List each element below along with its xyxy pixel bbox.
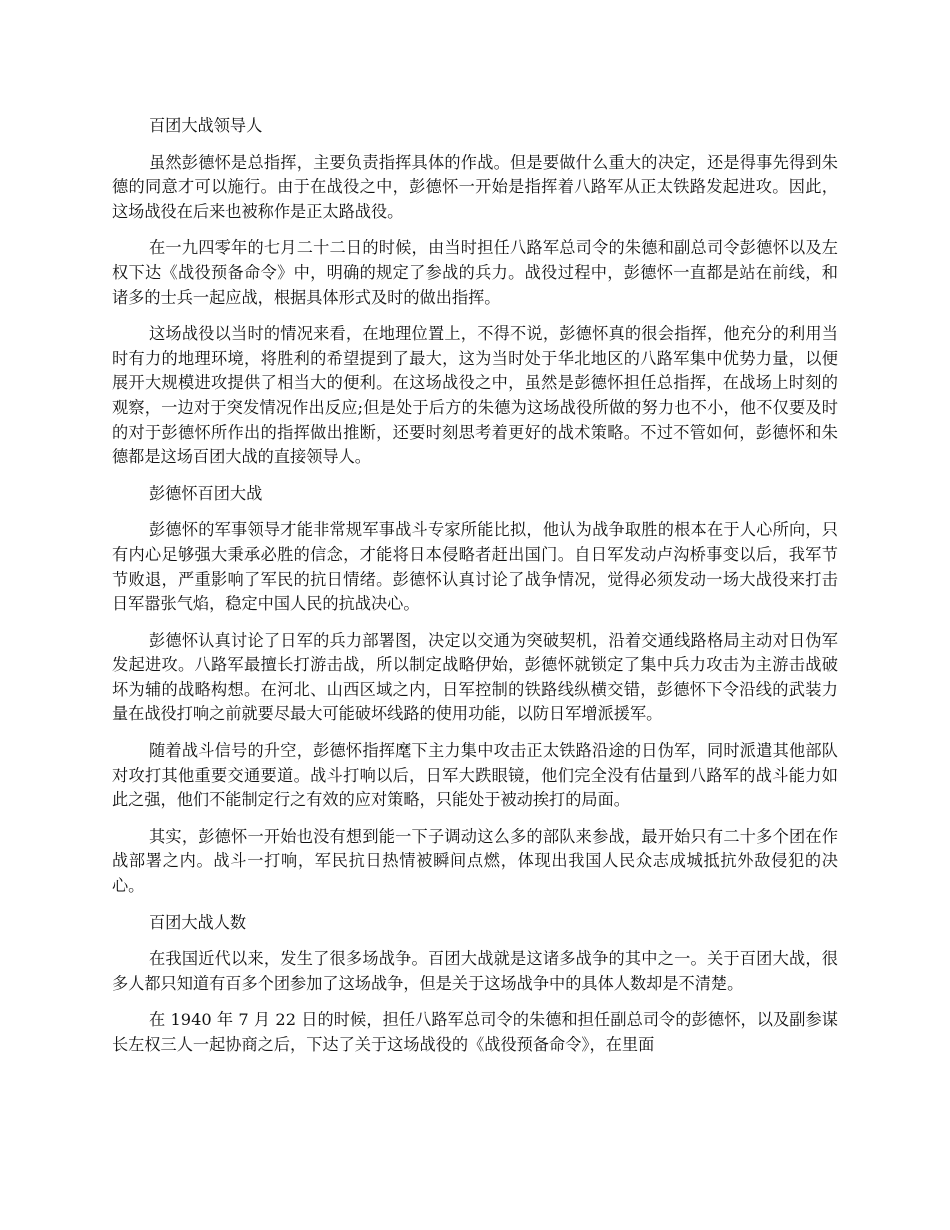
paragraph: 彭德怀的军事领导才能非常规军事战斗专家所能比拟，他认为战争取胜的根本在于人心所向，只有内心足够强大秉承必胜的信念，才能将日本侵略者赶出国门。自日军发动卢沟桥事变以后，我军节节败退，严重影响了军民的抗日情绪。彭德怀认真讨论了战争情况，觉得必须发动一场大战役来打击日军嚣张气焰，稳定中国人民的抗战决心。 xyxy=(112,520,838,614)
paragraph: 这场战役以当时的情况来看，在地理位置上，不得不说，彭德怀真的很会指挥，他充分的利用当时有力的地理环境，将胜利的希望提到了最大，这为当时处于华北地区的八路军集中优势力量，以便展开大规模进攻提供了相当大的便利。在这场战役之中，虽然是彭德怀担任总指挥，在战场上时刻的观察，一边对于突发情况作出反应;但是处于后方的朱德为这场战役所做的努力也不小，他不仅要及时的对于彭德怀所作出的指挥做出推断，还要时刻思考着更好的战术策略。不过不管如何，彭德怀和朱德都是这场百团大战的直接领导人。 xyxy=(112,324,838,467)
paragraph: 其实，彭德怀一开始也没有想到能一下子调动这么多的部队来参战，最开始只有二十多个团在作战部署之内。战斗一打响，军民抗日热情被瞬间点燃，体现出我国人民众志成城抵抗外敌侵犯的决心。 xyxy=(112,826,838,896)
paragraph: 虽然彭德怀是总指挥，主要负责指挥具体的作战。但是要做什么重大的决定，还是得事先得到朱德的同意才可以施行。由于在战役之中，彭德怀一开始是指挥着八路军从正太铁路发起进攻。因此，这场战役在后来也被称作是正太路战役。 xyxy=(112,152,838,221)
section-heading: 百团大战领导人 xyxy=(149,116,263,135)
paragraph: 彭德怀认真讨论了日军的兵力部署图，决定以交通为突破契机，沿着交通线路格局主动对日伪军发起进攻。八路军最擅长打游击战，所以制定战略伊始，彭德怀就锁定了集中兵力攻击为主游击战破坏为辅的战略构想。在河北、山西区域之内，日军控制的铁路线纵横交错，彭德怀下令沿线的武装力量在战役打响之前就要尽最大可能破坏线路的使用功能，以防日军增派援军。 xyxy=(112,630,838,724)
section-heading: 彭德怀百团大战 xyxy=(149,483,263,503)
paragraph: 在我国近代以来，发生了很多场战争。百团大战就是这诸多战争的其中之一。关于百团大战，很多人都只知道有百多个团参加了这场战争，但是关于这场战争中的具体人数却是不清楚。 xyxy=(112,949,838,993)
paragraph: 在一九四零年的七月二十二日的时候，由当时担任八路军总司令的朱德和副总司令彭德怀以及左权下达《战役预备命令》中，明确的规定了参战的兵力。战役过程中，彭德怀一直都是站在前线，和诸多的士兵一起应战，根据具体形式及时的做出指挥。 xyxy=(112,238,838,307)
section-heading: 百团大战人数 xyxy=(149,912,247,932)
paragraph: 随着战斗信号的升空，彭德怀指挥麾下主力集中攻击正太铁路沿途的日伪军，同时派遣其他部队对攻打其他重要交通要道。战斗打响以后，日军大跌眼镜，他们完全没有估量到八路军的战斗能力如此之强，他们不能制定行之有效的应对策略，只能处于被动挨打的局面。 xyxy=(112,741,838,810)
paragraph: 在 1940 年 7 月 22 日的时候，担任八路军总司令的朱德和担任副总司令的彭德怀，以及副参谋长左权三人一起协商之后，下达了关于这场战役的《战役预备命令》，在里面 xyxy=(112,1010,838,1054)
document-page xyxy=(112,114,838,1070)
